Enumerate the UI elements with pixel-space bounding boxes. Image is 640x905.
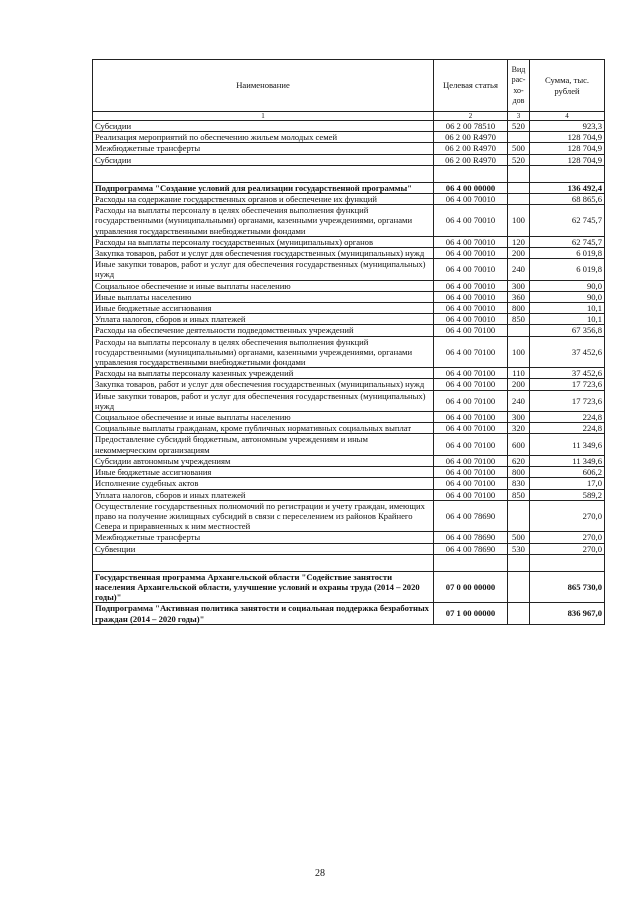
- target-article-cell: 06 4 00 70100: [434, 434, 508, 455]
- table-row: [93, 478, 605, 489]
- target-article-cell: 06 4 00 78690: [434, 543, 508, 554]
- expense-type-cell: 620: [508, 455, 530, 466]
- target-article-cell: 06 4 00 70010: [434, 236, 508, 247]
- target-article-cell: 06 4 00 70100: [434, 336, 508, 368]
- amount-cell: 836 967,0: [530, 603, 605, 624]
- expense-type-cell: [508, 132, 530, 143]
- expense-type-cell: [508, 194, 530, 205]
- expense-type-cell: 240: [508, 259, 530, 280]
- name-cell: Иные бюджетные ассигнования: [93, 303, 434, 314]
- table-row: [93, 489, 605, 500]
- column-number: 4: [530, 112, 605, 121]
- name-cell: Государственная программа Архангельской области "Содействие занятости населения Архангельской области, улучшение условий и охраны труда (2014 – 2020 годы)": [93, 571, 434, 603]
- amount-cell: 270,0: [530, 532, 605, 543]
- column-number: 3: [508, 112, 530, 121]
- header-amount: Сумма, тыс. рублей: [530, 60, 605, 112]
- target-article-cell: 06 2 00 R4970: [434, 154, 508, 165]
- spacer-row: [93, 554, 605, 571]
- empty-cell: [530, 554, 605, 571]
- amount-cell: 17 723,6: [530, 390, 605, 411]
- table-row: [93, 303, 605, 314]
- table-row: [93, 236, 605, 247]
- table-row: [93, 154, 605, 165]
- amount-cell: 90,0: [530, 291, 605, 302]
- amount-cell: 67 356,8: [530, 325, 605, 336]
- target-article-cell: 06 4 00 70100: [434, 489, 508, 500]
- expense-type-cell: 800: [508, 467, 530, 478]
- column-number: 1: [93, 112, 434, 121]
- name-cell: Иные бюджетные ассигнования: [93, 467, 434, 478]
- table-row: [93, 412, 605, 423]
- target-article-cell: 06 2 00 R4970: [434, 143, 508, 154]
- target-article-cell: 06 4 00 70100: [434, 368, 508, 379]
- name-cell: Уплата налогов, сборов и иных платежей: [93, 314, 434, 325]
- amount-cell: 68 865,6: [530, 194, 605, 205]
- name-cell: Расходы на выплаты персоналу государственных (муниципальных) органов: [93, 236, 434, 247]
- amount-cell: 270,0: [530, 500, 605, 532]
- name-cell: Осуществление государственных полномочий по регистрации и учету граждан, имеющих право на получение жилищных субсидий в связи с переселением из районов Крайнего Севера и приравненных к ним местностей: [93, 500, 434, 532]
- table-row: [93, 205, 605, 237]
- name-cell: Социальное обеспечение и иные выплаты населению: [93, 280, 434, 291]
- name-cell: Субвенции: [93, 543, 434, 554]
- amount-cell: 270,0: [530, 543, 605, 554]
- name-cell: Предоставление субсидий бюджетным, автономным учреждениям и иным некоммерческим организациям: [93, 434, 434, 455]
- expense-type-cell: 500: [508, 532, 530, 543]
- table-row: [93, 390, 605, 411]
- target-article-cell: 06 4 00 70010: [434, 194, 508, 205]
- empty-cell: [93, 165, 434, 182]
- amount-cell: 37 452,6: [530, 336, 605, 368]
- target-article-cell: 06 4 00 70010: [434, 205, 508, 237]
- name-cell: Иные выплаты населению: [93, 291, 434, 302]
- table-header-row: [93, 60, 605, 112]
- target-article-cell: 06 4 00 70010: [434, 280, 508, 291]
- name-cell: Субсидии: [93, 121, 434, 132]
- name-cell: Межбюджетные трансферты: [93, 143, 434, 154]
- page-number: 28: [315, 868, 325, 879]
- amount-cell: 10,1: [530, 303, 605, 314]
- target-article-cell: 06 4 00 70100: [434, 455, 508, 466]
- expense-type-cell: 120: [508, 236, 530, 247]
- expense-type-cell: [508, 603, 530, 624]
- spacer-row: [93, 165, 605, 182]
- expense-type-cell: 520: [508, 154, 530, 165]
- amount-cell: 136 492,4: [530, 182, 605, 193]
- table-row: [93, 434, 605, 455]
- expense-type-cell: 200: [508, 248, 530, 259]
- expense-type-cell: 530: [508, 543, 530, 554]
- table-row: [93, 121, 605, 132]
- name-cell: Субсидии автономным учреждениям: [93, 455, 434, 466]
- table-row: [93, 368, 605, 379]
- target-article-cell: 06 4 00 70100: [434, 467, 508, 478]
- empty-cell: [93, 554, 434, 571]
- expense-type-cell: 600: [508, 434, 530, 455]
- target-article-cell: 06 4 00 70100: [434, 412, 508, 423]
- target-article-cell: 06 4 00 70010: [434, 248, 508, 259]
- table-row: [93, 571, 605, 603]
- table-row: [93, 314, 605, 325]
- table-row: [93, 603, 605, 624]
- name-cell: Расходы на выплаты персоналу казенных учреждений: [93, 368, 434, 379]
- table-row: [93, 543, 605, 554]
- target-article-cell: 06 4 00 70010: [434, 291, 508, 302]
- table-row: [93, 132, 605, 143]
- amount-cell: 224,8: [530, 423, 605, 434]
- empty-cell: [434, 554, 508, 571]
- amount-cell: 90,0: [530, 280, 605, 291]
- name-cell: Расходы на обеспечение деятельности подведомственных учреждений: [93, 325, 434, 336]
- name-cell: Расходы на выплаты персоналу в целях обеспечения выполнения функций государственными (муниципальными) органами, казенными учреждениями, органами управления государственными внебюджетными фондами: [93, 336, 434, 368]
- expense-type-cell: 100: [508, 205, 530, 237]
- target-article-cell: 06 4 00 78690: [434, 532, 508, 543]
- amount-cell: 62 745,7: [530, 205, 605, 237]
- amount-cell: 17,0: [530, 478, 605, 489]
- expense-type-cell: 110: [508, 368, 530, 379]
- expense-type-cell: 520: [508, 121, 530, 132]
- table-row: [93, 259, 605, 280]
- amount-cell: 17 723,6: [530, 379, 605, 390]
- target-article-cell: 06 4 00 70100: [434, 325, 508, 336]
- amount-cell: 6 019,8: [530, 259, 605, 280]
- amount-cell: 128 704,9: [530, 154, 605, 165]
- target-article-cell: 06 4 00 00000: [434, 182, 508, 193]
- target-article-cell: 06 4 00 70010: [434, 303, 508, 314]
- name-cell: Закупка товаров, работ и услуг для обеспечения государственных (муниципальных) нужд: [93, 379, 434, 390]
- amount-cell: 10,1: [530, 314, 605, 325]
- amount-cell: 128 704,9: [530, 132, 605, 143]
- expense-type-cell: 320: [508, 423, 530, 434]
- name-cell: Социальные выплаты гражданам, кроме публичных нормативных социальных выплат: [93, 423, 434, 434]
- empty-cell: [434, 165, 508, 182]
- expense-type-cell: 300: [508, 412, 530, 423]
- name-cell: Расходы на содержание государственных органов и обеспечение их функций: [93, 194, 434, 205]
- amount-cell: 11 349,6: [530, 455, 605, 466]
- column-number: 2: [434, 112, 508, 121]
- table-row: [93, 467, 605, 478]
- name-cell: Уплата налогов, сборов и иных платежей: [93, 489, 434, 500]
- expense-type-cell: [508, 182, 530, 193]
- table-row: [93, 532, 605, 543]
- expense-type-cell: 850: [508, 314, 530, 325]
- expense-type-cell: [508, 571, 530, 603]
- target-article-cell: 06 2 00 78510: [434, 121, 508, 132]
- target-article-cell: 06 2 00 R4970: [434, 132, 508, 143]
- expense-type-cell: [508, 325, 530, 336]
- name-cell: Расходы на выплаты персоналу в целях обеспечения выполнения функций государственными (муниципальными) органами, казенными учреждениями, органами управления государственными внебюджетными фондами: [93, 205, 434, 237]
- name-cell: Реализация мероприятий по обеспечению жильем молодых семей: [93, 132, 434, 143]
- header-target-article: Целевая статья: [434, 60, 508, 112]
- target-article-cell: 06 4 00 70100: [434, 390, 508, 411]
- expense-type-cell: 800: [508, 303, 530, 314]
- target-article-cell: 06 4 00 70100: [434, 423, 508, 434]
- header-name: Наименование: [93, 60, 434, 112]
- name-cell: Иные закупки товаров, работ и услуг для обеспечения государственных (муниципальных) нужд: [93, 259, 434, 280]
- name-cell: Субсидии: [93, 154, 434, 165]
- amount-cell: 224,8: [530, 412, 605, 423]
- amount-cell: 865 730,0: [530, 571, 605, 603]
- name-cell: Закупка товаров, работ и услуг для обеспечения государственных (муниципальных) нужд: [93, 248, 434, 259]
- table-row: [93, 455, 605, 466]
- table-row: [93, 182, 605, 193]
- table-row: [93, 336, 605, 368]
- expense-type-cell: [508, 500, 530, 532]
- target-article-cell: 07 0 00 00000: [434, 571, 508, 603]
- name-cell: Исполнение судебных актов: [93, 478, 434, 489]
- target-article-cell: 06 4 00 78690: [434, 500, 508, 532]
- amount-cell: 62 745,7: [530, 236, 605, 247]
- empty-cell: [508, 165, 530, 182]
- target-article-cell: 06 4 00 70100: [434, 379, 508, 390]
- table-row: [93, 194, 605, 205]
- header-expense-type: Вид рас-хо-дов: [508, 60, 530, 112]
- amount-cell: 589,2: [530, 489, 605, 500]
- table-row: [93, 248, 605, 259]
- target-article-cell: 06 4 00 70010: [434, 259, 508, 280]
- expense-type-cell: 100: [508, 336, 530, 368]
- amount-cell: 923,3: [530, 121, 605, 132]
- name-cell: Социальное обеспечение и иные выплаты населению: [93, 412, 434, 423]
- name-cell: Межбюджетные трансферты: [93, 532, 434, 543]
- expense-type-cell: 300: [508, 280, 530, 291]
- column-number-row: [93, 112, 605, 121]
- table-row: [93, 291, 605, 302]
- table-row: [93, 280, 605, 291]
- target-article-cell: 07 1 00 00000: [434, 603, 508, 624]
- target-article-cell: 06 4 00 70010: [434, 314, 508, 325]
- name-cell: Подпрограмма "Активная политика занятости и социальная поддержка безработных граждан (2014 – 2020 годы)": [93, 603, 434, 624]
- empty-cell: [508, 554, 530, 571]
- table-row: [93, 143, 605, 154]
- target-article-cell: 06 4 00 70100: [434, 478, 508, 489]
- empty-cell: [530, 165, 605, 182]
- amount-cell: 606,2: [530, 467, 605, 478]
- expense-type-cell: 830: [508, 478, 530, 489]
- expense-type-cell: 360: [508, 291, 530, 302]
- amount-cell: 37 452,6: [530, 368, 605, 379]
- budget-table-body: [93, 60, 605, 625]
- expense-type-cell: 850: [508, 489, 530, 500]
- amount-cell: 128 704,9: [530, 143, 605, 154]
- expense-type-cell: 200: [508, 379, 530, 390]
- budget-table: [92, 59, 605, 625]
- amount-cell: 6 019,8: [530, 248, 605, 259]
- name-cell: Подпрограмма "Создание условий для реализации государственной программы": [93, 182, 434, 193]
- expense-type-cell: 500: [508, 143, 530, 154]
- table-row: [93, 423, 605, 434]
- table-row: [93, 500, 605, 532]
- table-row: [93, 325, 605, 336]
- expense-type-cell: 240: [508, 390, 530, 411]
- amount-cell: 11 349,6: [530, 434, 605, 455]
- table-row: [93, 379, 605, 390]
- name-cell: Иные закупки товаров, работ и услуг для обеспечения государственных (муниципальных) нужд: [93, 390, 434, 411]
